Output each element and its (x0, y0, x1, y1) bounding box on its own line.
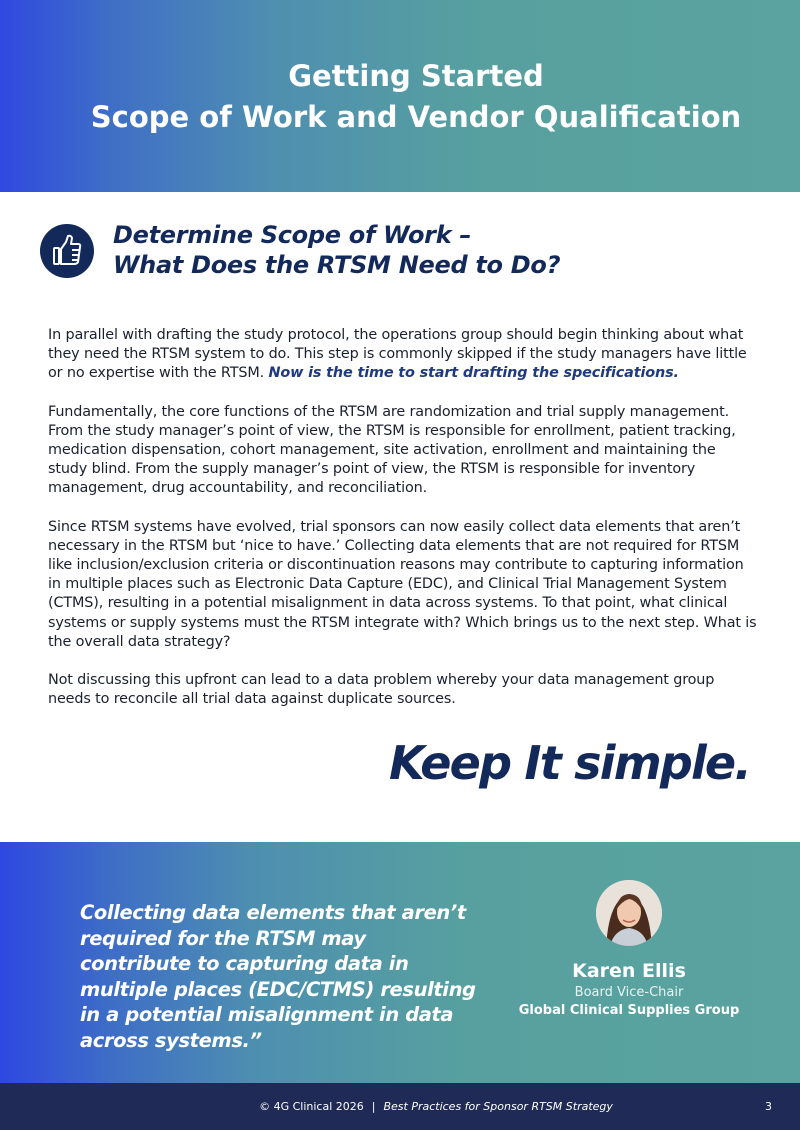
pull-quote: Collecting data elements that aren’t required for the RTSM may contribute to capturing data in multiple places (EDC/CTMS) resulting in a potential misalignment in data across systems.” (80, 901, 476, 1052)
section-heading (113, 220, 753, 280)
copyright: © 4G Clinical 2026 (259, 1100, 364, 1113)
publication-title: Best Practices for Sponsor RTSM Strategy (383, 1100, 613, 1113)
paragraph-3: Since RTSM systems have evolved, trial sponsors can now easily collect data elements that aren’t necessary in the RTSM but ‘nice to have.’ Collecting data elements that are not required for RTSM like inclusion/exclusion criteria or discontinuation reasons may contribute to capturing information in multiple places such as Electronic Data Capture (EDC), and Clinical Trial Management System (CTMS), resulting in a potential misalignment in data across systems. To that point, what clinical systems or supply systems must the RTSM integrate with? Which brings us to the next step. What is the overall data strategy? (48, 518, 757, 650)
footer (0, 1083, 800, 1130)
page-title-line-1: Getting Started (288, 59, 544, 93)
tagline: Keep It simple. (388, 736, 750, 790)
section-heading-line-2: What Does the RTSM Need to Do? (113, 251, 561, 279)
body-text (48, 326, 758, 728)
paragraph-1 (48, 326, 758, 384)
paragraph-2: Fundamentally, the core functions of the RTSM are randomization and trial supply management. From the study manager’s point of view, the RTSM is responsible for enrollment, patient tracking, medication dispensation, cohort management, site activation, enrollment and maintaining the study blind. From the supply manager’s point of view, the RTSM is responsible for inventory management, drug accountability, and reconciliation. (48, 403, 736, 497)
paragraph-1-text: In parallel with drafting the study protocol, the operations group should begin thinking about what they need the RTSM system to do. This step is commonly skipped if the study managers have little or no expertise with the RTSM. (48, 327, 747, 382)
page-title (0, 56, 800, 138)
paragraph-4: Not discussing this upfront can lead to a data problem whereby your data management group needs to reconcile all trial data against duplicate sources. (48, 672, 715, 708)
avatar (596, 880, 662, 946)
person-name: Karen Ellis (572, 960, 686, 982)
footer-separator: | (371, 1100, 376, 1113)
section-heading-line-1: Determine Scope of Work – (113, 221, 472, 249)
thumbs-up-icon (40, 224, 94, 278)
person-organization: Global Clinical Supplies Group (518, 1003, 740, 1018)
person-role: Board Vice-Chair (574, 985, 684, 1000)
page-title-line-2: Scope of Work and Vendor Qualification (90, 100, 742, 134)
footer-credit (0, 1099, 800, 1114)
page-number: 3 (765, 1100, 772, 1113)
paragraph-1-emphasis: Now is the time to start drafting the specifications. (268, 365, 679, 382)
